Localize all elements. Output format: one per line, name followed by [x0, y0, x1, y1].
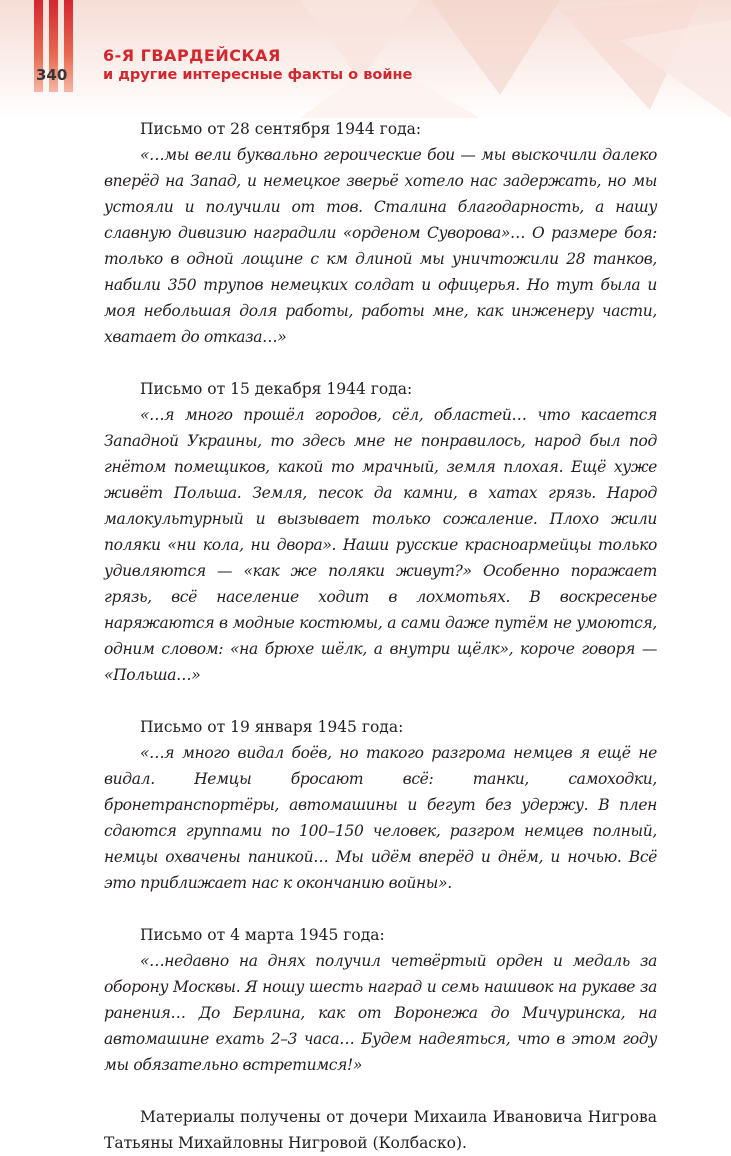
letter-4	[104, 922, 657, 1078]
source-note: Материалы получены от дочери Михаила Ивановича Нигрова Татьяны Михайловны Нигровой (Колбаско).	[104, 1108, 657, 1152]
letter-quote: «…я много видал боёв, но такого разгрома немцев я ещё не видал. Немцы бросают всё: танки, самоходки, бронетранспортёры, автомашины и бегут без удержу. В плен сдаются группами по 100–150 человек, разгром немцев полный, немцы охвачены паникой… Мы идём вперёд и днём, и ночью. Всё это приближает нас к окончанию войны».	[104, 744, 657, 892]
letter-quote: «…я много прошёл городов, сёл, областей… что касается Западной Украины, то здесь мне не понравилось, народ был под гнётом помещиков, какой то мрачный, земля плохая. Ещё хуже живёт Польша. Земля, песок да камни, в хатах грязь. Народ малокультурный и вызывает только сожаление. Плохо жили поляки «ни кола, ни двора». Наши русские красноармейцы только удивляются — «как же поляки живут?» Особенно поражает грязь, всё население ходит в лохмотьях. В воскресенье наряжаются в модные костюмы, а сами даже путём не умоются, одним словом: «на брюхе шёлк, а внутри щёлк», короче говоря — «Польша…»	[104, 406, 657, 684]
letter-3	[104, 714, 657, 896]
letter-2	[104, 376, 657, 688]
letter-heading: Письмо от 19 января 1945 года:	[140, 718, 404, 736]
letter-quote: «…мы вели буквально героические бои — мы выскочили далеко вперёд на Запад, и немецкое зверьё хотело нас задержать, но мы устояли и получили от тов. Сталина благодарность, а нашу славную дивизию наградили «орденом Суворова»… О размере боя: только в одной лощине с км длиной мы уничтожили 28 танков, набили 350 трупов немецких солдат и офицерья. Но тут была и моя небольшая доля работы, работы мне, как инженеру части, хватает до отказа…»	[104, 146, 657, 346]
letter-heading: Письмо от 15 декабря 1944 года:	[140, 380, 413, 398]
running-head-title: 6-Я ГВАРДЕЙСКАЯ	[103, 46, 281, 65]
letter-heading: Письмо от 4 марта 1945 года:	[140, 926, 385, 944]
letter-1	[104, 116, 657, 350]
page-content	[104, 116, 657, 1156]
letter-quote: «…недавно на днях получил четвёртый орден и медаль за оборону Москвы. Я ношу шесть наград и семь нашивок на рукаве за ранения… До Берлина, как от Воронежа до Мичуринска, на автомашине ехать 2–3 часа… Будем надеяться, что в этом году мы обязательно встретимся!»	[104, 952, 657, 1074]
letter-heading: Письмо от 28 сентября 1944 года:	[140, 120, 422, 138]
running-head-subtitle: и другие интересные факты о войне	[103, 67, 413, 83]
page-number: 340	[36, 66, 68, 84]
running-head	[103, 46, 412, 85]
